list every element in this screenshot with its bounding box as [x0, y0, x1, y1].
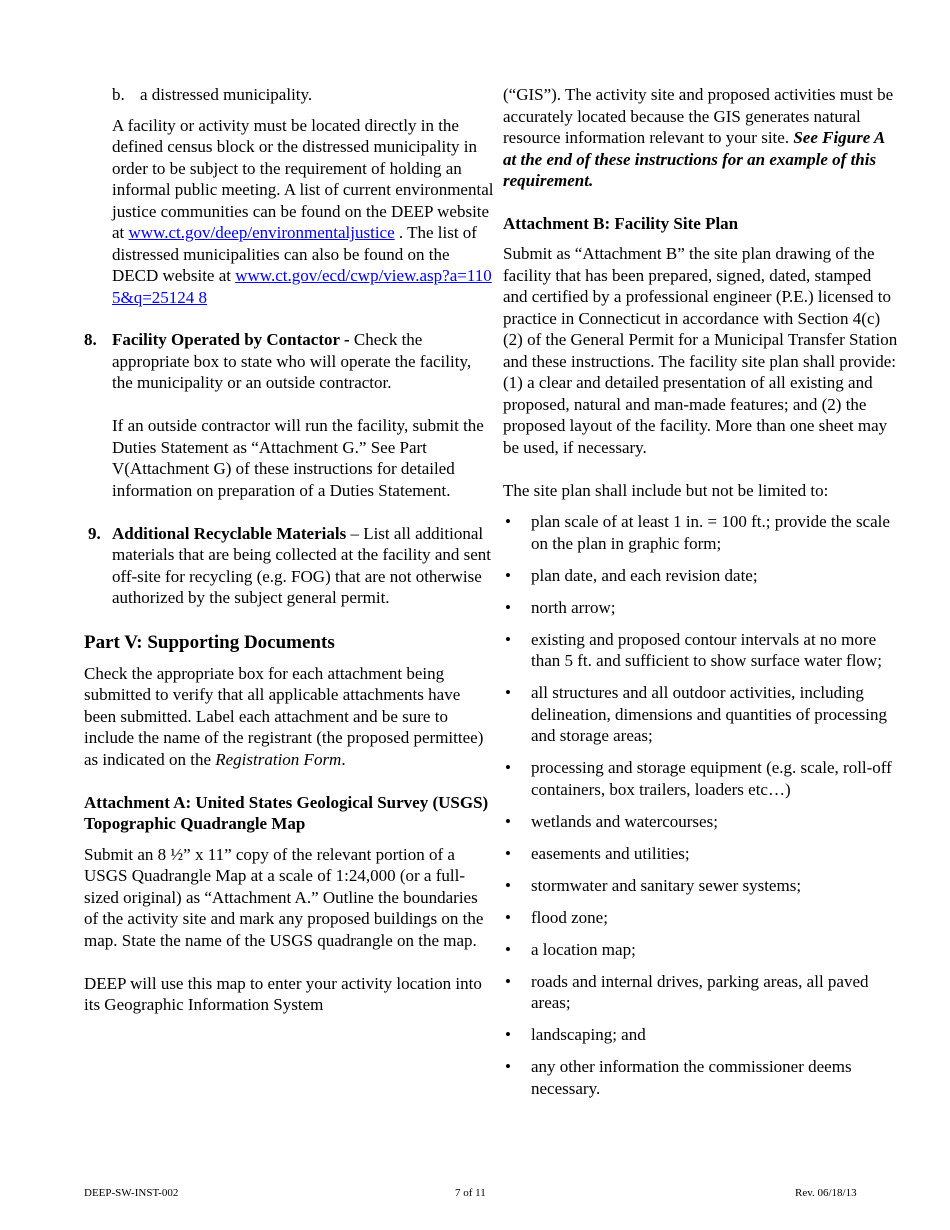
list-item-text: wetlands and watercourses;	[531, 811, 718, 831]
bullet-icon: •	[505, 907, 511, 927]
list-item	[503, 597, 898, 619]
bullet-icon: •	[505, 843, 511, 863]
part-v-intro	[84, 663, 494, 771]
list-item-text: any other information the commissioner deems necessary.	[531, 1057, 852, 1098]
attachment-a-paragraph-2: DEEP will use this map to enter your activity location into its Geographic Information System	[84, 973, 482, 1014]
list-item-text: flood zone;	[531, 907, 608, 927]
decd-distressed-municipalities-link[interactable]: www.ct.gov/ecd/cwp/view.asp?a=1105&q=25124 8	[112, 266, 492, 307]
list-item	[503, 1024, 898, 1046]
bullet-icon: •	[505, 758, 511, 777]
bullet-icon: •	[505, 1057, 511, 1076]
environmental-justice-paragraph	[84, 115, 494, 309]
list-item	[503, 971, 898, 1014]
list-item	[503, 682, 898, 747]
ej-text-1: A facility or activity must be located directly in the defined census block or the distressed municipality in order to be subject to the requirement of holding an informal public meeting. A list of current environmental justice communities can be found on the DEEP website at	[112, 115, 494, 242]
site-plan-requirements-list	[503, 511, 898, 1099]
list-item-text: north arrow;	[531, 597, 616, 617]
list-item-text: existing and proposed contour intervals at no more than 5 ft. and sufficient to show surface water flow;	[531, 629, 882, 670]
item-b-label: b.	[112, 85, 125, 104]
bullet-icon: •	[505, 597, 511, 617]
list-item	[503, 757, 898, 800]
figure-a-note: See Figure A at the end of these instructions for an example of this requirement.	[503, 128, 885, 190]
list-item-text: landscaping; and	[531, 1025, 646, 1044]
item-8-facility-operated	[84, 329, 494, 501]
attachment-b-paragraph: Submit as “Attachment B” the site plan drawing of the facility that has been prepared, signed, dated, stamped and certified by a professional engineer (P.E.) licensed to practice in Connecticut in accordance with Section 4(c)(2) of the General Permit for a Municipal Transfer Station and these instructions. The facility site plan shall provide: (1) a clear and detailed presentation of all existing and proposed, natural and man-made features; and (2) the proposed layout of the facility. More than one sheet may be used, if necessary.	[503, 244, 898, 457]
item-b	[112, 84, 494, 106]
item-8-body: Check the appropriate box to state who will operate the facility, the municipality or an outside contractor.	[112, 330, 472, 392]
bullet-icon: •	[505, 1025, 511, 1044]
list-item	[503, 875, 898, 897]
list-item-text: plan date, and each revision date;	[531, 565, 758, 585]
item-9-number: 9.	[88, 523, 101, 543]
item-9-heading: Additional Recyclable Materials	[112, 523, 347, 543]
item-9-additional-recyclables	[84, 523, 494, 609]
list-item-text: roads and internal drives, parking areas, all paved areas;	[531, 971, 869, 1012]
right-column	[503, 84, 898, 1110]
list-item	[503, 939, 898, 961]
item-b-text: a distressed municipality.	[140, 85, 313, 104]
bullet-icon: •	[505, 811, 511, 831]
attachment-b-heading: Attachment B: Facility Site Plan	[503, 213, 739, 233]
bullet-icon: •	[505, 875, 511, 895]
registration-form-ref: Registration Form	[215, 749, 342, 769]
list-item	[503, 907, 898, 929]
part-v-intro-end: .	[341, 749, 346, 769]
left-column	[84, 84, 494, 1016]
item-8-text	[112, 329, 494, 394]
item-8-followup: If an outside contractor will run the facility, submit the Duties Statement as “Attachment G.” See Part V(Attachment G) of these instructions for detailed information on preparation of a Duties Statement.	[112, 416, 484, 500]
part-v-intro-text: Check the appropriate box for each attachment being submitted to verify that all applicable attachments have been submitted. Label each attachment and be sure to include the name of the registrant (the proposed permittee) as indicated on the	[84, 663, 484, 769]
item-8-number: 8.	[84, 330, 97, 349]
gis-continuation-paragraph	[503, 84, 898, 192]
list-item	[503, 843, 898, 865]
bullet-icon: •	[505, 971, 511, 991]
bullet-icon: •	[505, 683, 511, 702]
item-9-body: – List all additional materials that are being collected at the facility and sent off-site for recycling (e.g. FOG) that are not otherwise authorized by the subject general permit.	[112, 523, 492, 607]
list-item-text: all structures and all outdoor activities, including delineation, dimensions and quantities of processing and storage areas;	[531, 683, 887, 745]
item-8-heading: Facility Operated by Contactor -	[112, 330, 350, 349]
site-plan-list-intro: The site plan shall include but not be limited to:	[503, 480, 829, 500]
footer-page-number: 7 of 11	[455, 1187, 486, 1199]
list-item-text: stormwater and sanitary sewer systems;	[531, 875, 802, 895]
footer-revision-date: Rev. 06/18/13	[795, 1187, 857, 1199]
bullet-icon: •	[505, 565, 511, 585]
list-item	[503, 811, 898, 833]
list-item-text: easements and utilities;	[531, 843, 690, 863]
list-item	[503, 1056, 898, 1099]
bullet-icon: •	[505, 939, 511, 959]
bullet-icon: •	[505, 629, 511, 649]
list-item-text: plan scale of at least 1 in. = 100 ft.; provide the scale on the plan in graphic form;	[531, 512, 890, 553]
item-9-text	[112, 523, 494, 609]
list-item	[503, 511, 898, 554]
list-item-text: a location map;	[531, 939, 636, 959]
part-v-heading: Part V: Supporting Documents	[84, 631, 335, 653]
list-item-text: processing and storage equipment (e.g. scale, roll-off containers, box trailers, loaders etc…)	[531, 758, 892, 799]
bullet-icon: •	[505, 512, 511, 531]
gis-text: (“GIS”). The activity site and proposed activities must be accurately located because the GIS generates natural resource information relevant to your site.	[503, 85, 894, 147]
environmental-justice-link[interactable]: www.ct.gov/deep/environmentaljustice	[128, 223, 395, 242]
list-item	[503, 565, 898, 587]
ej-text-2: . The list of distressed municipalities can also be found on the DECD website at	[112, 223, 477, 285]
attachment-a-paragraph-1: Submit an 8 ½” x 11” copy of the relevant portion of a USGS Quadrangle Map at a scale of 1:24,000 (or a full-sized original) as “Attachment A.” Outline the boundaries of the activity site and mark any proposed buildings on the map. State the name of the USGS quadrangle on the map.	[84, 844, 484, 950]
attachment-a-heading: Attachment A: United States Geological Survey (USGS) Topographic Quadrangle Map	[84, 792, 489, 833]
list-item	[503, 629, 898, 672]
footer-document-id: DEEP-SW-INST-002	[84, 1187, 179, 1199]
